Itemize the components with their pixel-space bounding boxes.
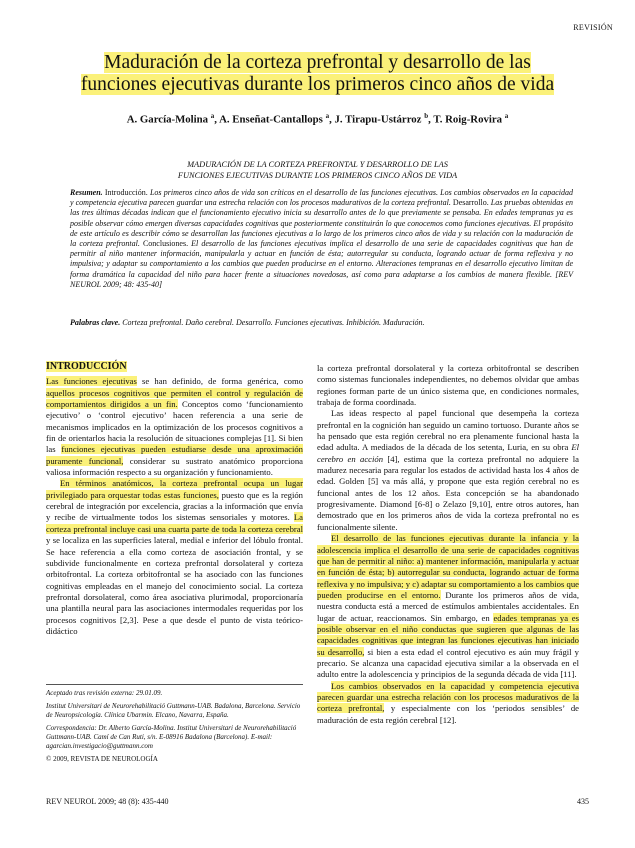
- book-title: El cerebro en acción: [317, 442, 579, 464]
- author-name: J. Tirapu-Ustárroz: [334, 113, 422, 126]
- abstract-title: [60, 160, 575, 181]
- author-name: T. Roig-Rovira: [433, 113, 503, 126]
- paragraph-text: Las ideas respecto al papel funcional que desempeña la corteza prefrontal en la cognición han seguido un camino tortuoso. Durante años se ha pensado que esta región cerebral no era plenamente funcional hasta la edad adulta. A mediados de la década de los setenta, Luria, en su obra: [317, 408, 579, 453]
- highlighted-text: El desarrollo de las funciones ejecutivas durante la infancia y la adolescencia implica el desarrollo de una serie de capacidades cognitivas que han de permitir al niño: a) mantener información, manipularla y actuar en función de ésta; b) autorregular su conducta, logrando actuar de forma reflexiva y no impulsiva; y c) adaptar su comportamiento a los cambios que pueden producirse en el entorno.: [317, 533, 579, 600]
- affiliations: Institut Universitari de Neurorehabilitació Guttmann-UAB. Badalona, Barcelona. Servicio de Neuropsicología. Clínica Ubarmin. Elcano, Navarra, España.: [46, 702, 301, 719]
- author-list: A. García-Molina $^a$, A. Enseñat-Cantallops $^a$, J. Tirapu-Ustárroz $^b$, T. Roig-Rovira $^a$: [126, 112, 509, 126]
- author-affiliation-mark: b: [424, 112, 429, 120]
- paragraph: [317, 533, 579, 680]
- abstract: [70, 188, 573, 290]
- page-number: 435: [577, 797, 589, 806]
- keywords: [70, 318, 573, 328]
- highlighted-text: Las funciones ejecutivas: [46, 376, 137, 387]
- abstract-concl-label: Conclusiones.: [142, 239, 189, 249]
- keywords-label: Palabras clave.: [70, 318, 121, 327]
- copyright: © 2009, REVISTA DE NEUROLOGÍA: [46, 755, 158, 763]
- paragraph-text: considerar su sustrato anatómico proporciona valiosa información respecto a su organización y funcionamiento.: [46, 455, 303, 478]
- author-affiliation-mark: a: [210, 112, 215, 120]
- section-heading-text: INTRODUCCIÓN: [46, 361, 127, 372]
- highlighted-text: edades tempranas ya es posible observar en el niño conductas que sugieren que algunas de las capacidades cognitivas que integran las funciones ejecutivas han iniciado su desarrollo,: [317, 612, 579, 657]
- abstract-dev-label: Desarrollo.: [452, 198, 489, 208]
- highlighted-text: La corteza prefrontal incluye casi una cuarta parte de toda la corteza cerebral: [46, 512, 303, 534]
- paragraph: [317, 408, 579, 533]
- paragraph-text: y se localiza en las superficies lateral, medial e inferior del lóbulo frontal. Se hace referencia a ella como corteza de asociación frontal, y se subdivide funcionalmente en corteza prefrontal dorsolateral y corteza orbitofrontal. La corteza orbitofrontal se ha asociado con las funciones cognitivas empleadas en el manejo del conocimiento social. La corteza prefrontal dorsolateral, como área asociativa plurimodal, proporcionaría una plantilla neural para las asociaciones intermodales requeridas por los procesos cognitivos [2,3]. Pese a que desde el punto de vista teórico-didáctico: [46, 535, 303, 636]
- footer-journal: REV NEUROL 2009; 48 (8): 435-440: [46, 797, 169, 806]
- paragraph-text: puesto que es la región cerebral de integración por excelencia, gracias a la información que envía y recibe de virtualmente todos los sistemas sensoriales y motores.: [46, 489, 303, 523]
- paragraph: [46, 478, 303, 637]
- abstract-citation: [REV NEUROL 2009; 48: 435-40]: [70, 269, 574, 289]
- abstract-dev-text: Las pruebas obtenidas en las tres últimas décadas indican que el funcionamiento ejecutivo inicia su desarrollo antes de lo que previamente se pensaba. En edades tempranas ya es posible observar cómo emergen diversas capacidades cognitivas que posteriormente constituirán lo que conocemos como funciones ejecutivas. El propósito de este artículo es describir cómo se desarrollan las funciones ejecutivas a lo largo de los primeros cinco años de vida y su relación con la maduración de la corteza prefrontal.: [70, 198, 574, 249]
- section-heading: [46, 361, 303, 372]
- author-affiliation-mark: a: [325, 112, 330, 120]
- highlighted-text: En términos anatómicos, la corteza prefrontal ocupa un lugar privilegiado para orquestar todas estas funciones,: [46, 478, 303, 500]
- paragraph-text: Conceptos como ‘funcionamiento ejecutivo’ o ‘control ejecutivo’ hacen referencia a una serie de mecanismos implicados en la optimización de los procesos cognitivos a fin de orientarlos hacia la resolución de situaciones complejas [1]. Si bien las: [46, 399, 303, 455]
- abstract-label: Resumen.: [70, 188, 103, 197]
- left-column: [46, 361, 303, 637]
- accepted-date: Aceptado tras revisión externa: 29.01.09.: [46, 689, 163, 697]
- section-tag: REVISIÓN: [573, 23, 613, 32]
- correspondence: Correspondencia: Dr. Alberto García-Molina. Institut Universitari de Neurorehabilitació Guttmann-UAB. Camí de Can Ruti, s/n. E-08916 Badalona (Barcelona). E-mail: agarcian.investigacio@guttmann.com: [46, 724, 297, 750]
- paragraph-text: Durante los primeros años de vida, nuestra conducta está a merced de estímulos ambientales accidentales. En lugar de actuar, reaccionamos. Sin embargo, en: [317, 589, 579, 623]
- title-line-1: Maduración de la corteza prefrontal y desarrollo de las: [104, 52, 531, 73]
- paragraph-text: [4], estima que la corteza prefrontal no adquiere la madurez necesaria para regular los estados de actividad hasta los 4 años de edad. Golden [5] va más allá, y propone que esta región cerebral no es funcional antes de los 12 años. Esta concepción se ha abandonado progresivamente. Diamond [6-8] o Zelazo [9,10], entre otros autores, han demostrado que en los primeros años de vida la corteza prefrontal no es funcionalmente silente.: [317, 453, 580, 532]
- abstract-intro-text: Los primeros cinco años de vida son críticos en el desarrollo de las funciones ejecutivas. Los cambios observados en la capacidad y competencia ejecutiva parecen guardar una estrecha relación con los procesos madurativos de la corteza prefrontal.: [70, 188, 574, 208]
- highlighted-text: Los cambios observados en la capacidad y competencia ejecutiva parecen guardar una estrecha relación con los procesos madurativos de la corteza prefrontal,: [317, 680, 579, 714]
- highlighted-text: funciones ejecutivas pueden estudiarse desde una aproximación puramente funcional,: [46, 444, 303, 466]
- author-name: A. García-Molina: [126, 113, 209, 126]
- paragraph: la corteza prefrontal dorsolateral y la corteza orbitofrontal se describen como sistemas funcionales independientes, no debemos olvidar que ambas regiones forman parte de un único sistema que, en condiciones normales, trabaja de forma coordinada.: [317, 363, 579, 408]
- abstract-concl-text: El desarrollo de las funciones ejecutivas implica el desarrollo de una serie de capacidades cognitivas que han de permitir al niño mantener información, manipularla y actuar en función de ésta; autorregular su conducta, logrando actuar de forma reflexiva y no impulsiva; y adaptar su comportamiento a los cambios que pueden producirse en el entorno. Alteraciones tempranas en el desarrollo ejecutivo limitan de forma dramática la capacidad del niño para hacer frente a situaciones novedosas, así como para adaptarse a los cambios de manera flexible.: [70, 239, 574, 279]
- abstract-title-line-1: MADURACIÓN DE LA CORTEZA PREFRONTAL Y DESARROLLO DE LAS: [187, 160, 448, 169]
- title-line-2: funciones ejecutivas durante los primeros cinco años de vida: [80, 74, 555, 95]
- footnotes: [46, 684, 303, 768]
- paragraph-text: se han definido, de forma genérica, como: [136, 376, 304, 387]
- paragraph-text: y especialmente con los ‘periodos sensibles’ de maduración de esta región cerebral [12].: [317, 703, 579, 725]
- right-column: [317, 363, 579, 726]
- paragraph: [317, 681, 579, 726]
- author-name: A. Enseñat-Cantallops: [219, 113, 323, 126]
- keywords-text: Corteza prefrontal. Daño cerebral. Desarrollo. Funciones ejecutivas. Inhibición. Maduración.: [122, 318, 425, 327]
- article-title: [40, 52, 595, 96]
- paragraph: [46, 376, 303, 478]
- author-affiliation-mark: a: [504, 112, 509, 120]
- highlighted-text: aquellos procesos cognitivos que permiten el control y regulación de comportamientos dirigidos a un fin.: [46, 387, 303, 410]
- abstract-intro-label: Introducción.: [104, 188, 148, 197]
- paragraph-text: si bien a esta edad el control ejecutivo es aún muy frágil y precario. Se alcanza una capacidad ejecutiva similar a la observada en el adulto entre la adolescencia y principios de la segunda década de vida [11].: [317, 646, 579, 680]
- abstract-title-line-2: FUNCIONES EJECUTIVAS DURANTE LOS PRIMEROS CINCO AÑOS DE VIDA: [177, 170, 458, 180]
